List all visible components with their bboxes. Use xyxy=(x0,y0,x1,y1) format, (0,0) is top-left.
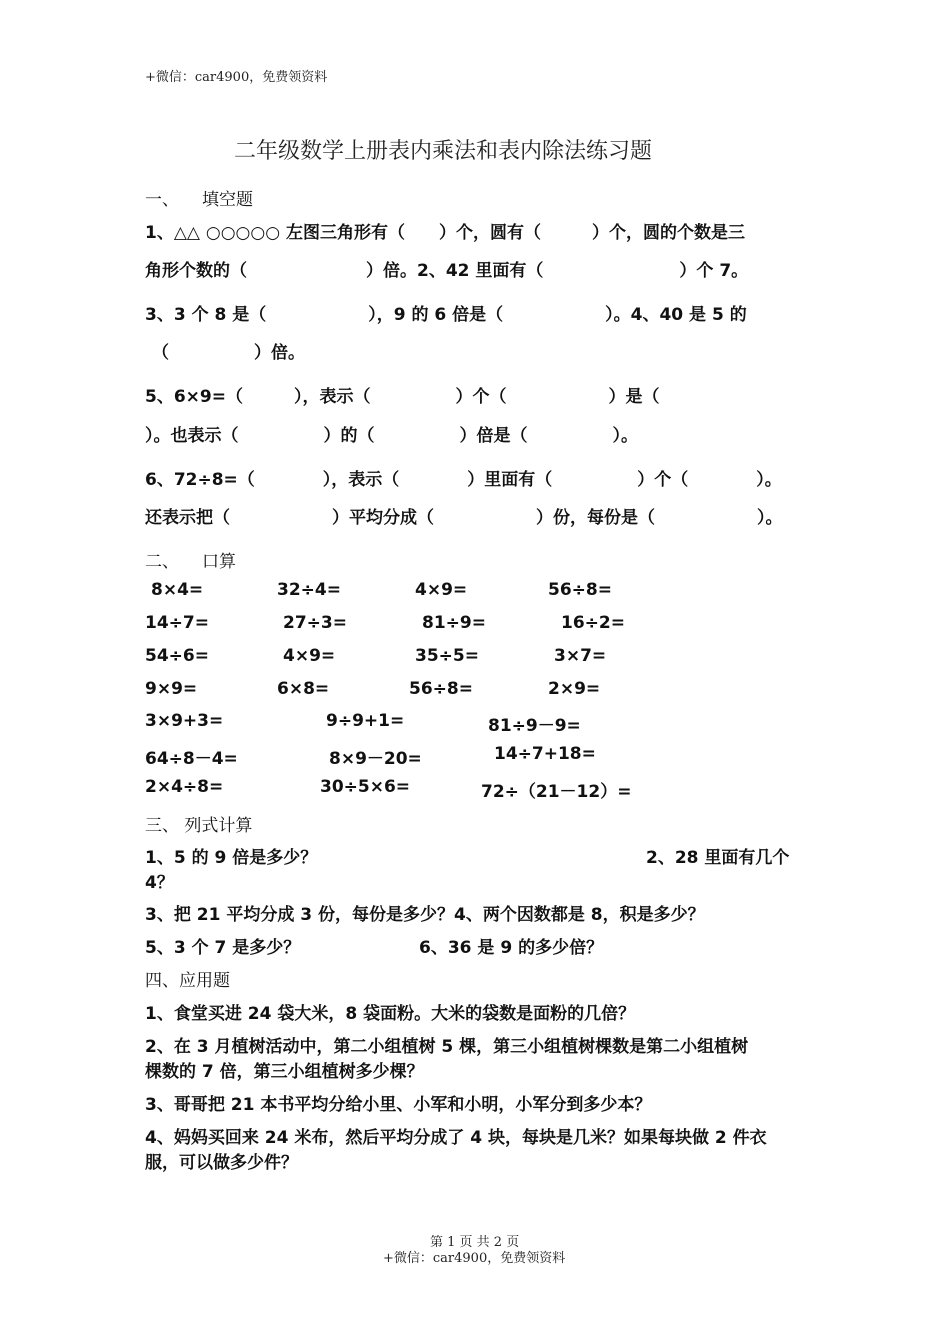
section4-heading: 四、应用题 xyxy=(145,971,230,991)
word-problem-4: 4、妈妈买回来 24 米布，然后平均分成了 4 块，每块是几米？如果每块做 2 件衣 xyxy=(145,1128,767,1148)
footer-note: +微信：car4900，免费领资料 xyxy=(383,1251,566,1266)
fill-line-3: 3、3 个 8 是（ ），9 的 6 倍是（ ）。4、40 是 5 的 xyxy=(145,305,747,325)
word-problem-2: 2、在 3 月植树活动中，第二小组植树 5 棵，第三小组植树棵数是第二小组植树 xyxy=(145,1037,749,1057)
list-calc-q2-cont: 4？ xyxy=(145,873,174,893)
word-problem-2-cont: 棵数的 7 倍，第三小组植树多少棵？ xyxy=(145,1062,424,1082)
list-calc-q6: 6、36 是 9 的多少倍？ xyxy=(419,938,604,958)
calc-item: 14÷7= xyxy=(145,613,209,633)
calc-item: 35÷5= xyxy=(415,646,479,666)
list-calc-q1: 1、5 的 9 倍是多少？ xyxy=(145,848,318,868)
calc-item: 81÷9= xyxy=(422,613,486,633)
calc-item: 81÷9－9= xyxy=(488,716,581,736)
calc-item: 8×9－20= xyxy=(329,749,422,769)
list-calc-q5: 5、3 个 7 是多少？ xyxy=(145,938,301,958)
calc-item: 8×4= xyxy=(151,580,204,600)
calc-item: 30÷5×6= xyxy=(320,777,411,797)
calc-item: 2×9= xyxy=(548,679,601,699)
word-problem-4-cont: 服，可以做多少件？ xyxy=(145,1153,298,1173)
section2-heading-num: 二、 xyxy=(145,552,179,572)
calc-item: 14÷7+18= xyxy=(494,744,596,764)
page-title: 二年级数学上册表内乘法和表内除法练习题 xyxy=(234,139,653,164)
fill-line-1: 1、△△ ○○○○○ 左图三角形有（ ）个，圆有（ ）个，圆的个数是三 xyxy=(145,223,745,243)
calc-item: 16÷2= xyxy=(561,613,625,633)
section2-heading: 口算 xyxy=(202,552,236,572)
section1-heading: 填空题 xyxy=(202,190,253,210)
fill-line-6: ）。也表示（ ）的（ ）倍是（ ）。 xyxy=(145,426,638,446)
page-number: 第 1 页 共 2 页 xyxy=(430,1235,520,1250)
fill-line-7: 6、72÷8=（ ），表示（ ）里面有（ ）个（ ）。 xyxy=(145,470,782,490)
calc-item: 32÷4= xyxy=(277,580,341,600)
calc-item: 27÷3= xyxy=(283,613,347,633)
calc-item: 56÷8= xyxy=(409,679,473,699)
calc-item: 54÷6= xyxy=(145,646,209,666)
header-note: +微信：car4900，免费领资料 xyxy=(145,70,328,85)
calc-item: 3×7= xyxy=(554,646,607,666)
calc-item: 72÷（21－12）= xyxy=(481,782,632,802)
calc-item: 2×4÷8= xyxy=(145,777,224,797)
calc-item: 9÷9+1= xyxy=(326,711,405,731)
fill-line-5: 5、6×9=（ ），表示（ ）个（ ）是（ xyxy=(145,387,660,407)
calc-item: 9×9= xyxy=(145,679,198,699)
calc-item: 56÷8= xyxy=(548,580,612,600)
calc-item: 4×9= xyxy=(415,580,468,600)
fill-line-8: 还表示把（ ）平均分成（ ）份，每份是（ ）。 xyxy=(145,508,783,528)
calc-item: 3×9+3= xyxy=(145,711,224,731)
calc-item: 64÷8－4= xyxy=(145,749,238,769)
word-problem-3: 3、哥哥把 21 本书平均分给小里、小军和小明，小军分到多少本？ xyxy=(145,1095,652,1115)
fill-line-4: （ ）倍。 xyxy=(152,343,305,363)
list-calc-q2: 2、28 里面有几个 xyxy=(646,848,790,868)
section1-heading-num: 一、 xyxy=(145,190,179,210)
fill-line-2: 角形个数的（ ）倍。2、42 里面有（ ）个 7。 xyxy=(145,261,749,281)
word-problem-1: 1、食堂买进 24 袋大米，8 袋面粉。大米的袋数是面粉的几倍？ xyxy=(145,1004,636,1024)
list-calc-q3-q4: 3、把 21 平均分成 3 份，每份是多少？4、两个因数都是 8，积是多少？ xyxy=(145,905,705,925)
section3-heading: 三、 列式计算 xyxy=(145,816,253,836)
calc-item: 4×9= xyxy=(283,646,336,666)
calc-item: 6×8= xyxy=(277,679,330,699)
